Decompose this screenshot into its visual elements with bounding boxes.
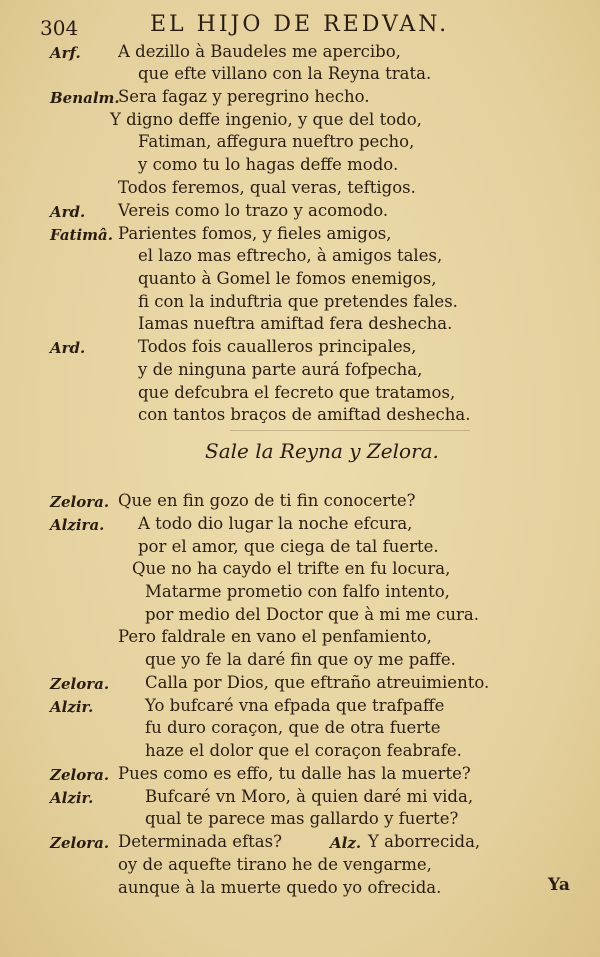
speaker-name: Ard. <box>50 339 86 357</box>
verse-line: Calla por Dios, que eftraño atreuimiento. <box>145 673 490 692</box>
verse-line: Yo bufcaré vna efpada que trafpaffe <box>145 696 445 715</box>
speaker-name: Alzir. <box>50 698 94 716</box>
speaker-name: Zelora. <box>50 834 110 852</box>
verse-line: que yo fe la daré fin que oy me paffe. <box>145 650 456 669</box>
verse-line: qual te parece mas gallardo y fuerte? <box>145 809 459 828</box>
verse-line: haze el dolor que el coraçon feabrafe. <box>145 741 462 760</box>
verse-line: Que no ha caydo el trifte en fu locura, <box>132 559 451 578</box>
inline-speaker: Alz. <box>330 834 362 852</box>
verse-line: aunque à la muerte quedo yo ofrecida. <box>118 878 442 897</box>
speaker-name: Zelora. <box>50 675 110 693</box>
verse-line: Todos fois caualleros principales, <box>138 337 417 356</box>
speaker-name: Alzir. <box>50 789 94 807</box>
verse-line: y como tu lo hagas deffe modo. <box>138 155 399 174</box>
speaker-name: Zelora. <box>50 493 110 511</box>
speaker-name: Arf. <box>50 44 81 62</box>
verse-line: Y digno deffe ingenio, y que del todo, <box>110 110 422 129</box>
verse-line: Matarme prometio con falfo intento, <box>145 582 450 601</box>
verse-line: A todo dio lugar la noche efcura, <box>138 514 413 533</box>
verse-line: Determinada eftas? <box>118 832 282 851</box>
verse-line: Vereis como lo trazo y acomodo. <box>118 201 389 220</box>
verse-line: Sera fagaz y peregrino hecho. <box>118 87 370 106</box>
verse-line: A dezillo à Baudeles me apercibo, <box>118 42 401 61</box>
speaker-name: Ard. <box>50 203 86 221</box>
page-number: 304 <box>40 16 79 40</box>
verse-line: fu duro coraçon, que de otra fuerte <box>145 718 441 737</box>
stage-direction: Sale la Reyna y Zelora. <box>205 439 439 463</box>
verse-line: quanto à Gomel le fomos enemigos, <box>138 269 437 288</box>
verse-line: con tantos braços de amiftad deshecha. <box>138 405 471 424</box>
verse-line: que efte villano con la Reyna trata. <box>138 64 432 83</box>
speaker-name: Alzira. <box>50 516 105 534</box>
verse-line: que defcubra el fecreto que tratamos, <box>138 383 456 402</box>
verse-line: por medio del Doctor que à mi me cura. <box>145 605 479 624</box>
verse-line: oy de aquefte tirano he de vengarme, <box>118 855 432 874</box>
speaker-name: Benalm. <box>50 89 120 107</box>
catchword: Ya <box>548 875 570 895</box>
verse-line: Todos feremos, qual veras, teftigos. <box>118 178 416 197</box>
verse-line: Fatiman, affegura nueftro pecho, <box>138 132 415 151</box>
stage-rule <box>230 430 470 431</box>
speaker-name: Zelora. <box>50 766 110 784</box>
verse-line: Parientes fomos, y fieles amigos, <box>118 224 392 243</box>
verse-line: el lazo mas eftrecho, à amigos tales, <box>138 246 443 265</box>
verse-line: Iamas nueftra amiftad fera deshecha. <box>138 314 453 333</box>
verse-line: fi con la induftria que pretendes fales. <box>138 292 458 311</box>
inline-reply-text: Y aborrecida, <box>368 832 481 851</box>
verse-line: Bufcaré vn Moro, à quien daré mi vida, <box>145 787 474 806</box>
verse-line: Que en fin gozo de ti fin conocerte? <box>118 491 416 510</box>
verse-line: por el amor, que ciega de tal fuerte. <box>138 537 439 556</box>
verse-line: Pues como es effo, tu dalle has la muerte? <box>118 764 471 783</box>
verse-line: y de ninguna parte aurá fofpecha, <box>138 360 423 379</box>
running-title: EL HIJO DE REDVAN. <box>150 12 450 37</box>
verse-line: Pero faldrale en vano el penfamiento, <box>118 627 432 646</box>
speaker-name: Fatimâ. <box>50 226 113 244</box>
